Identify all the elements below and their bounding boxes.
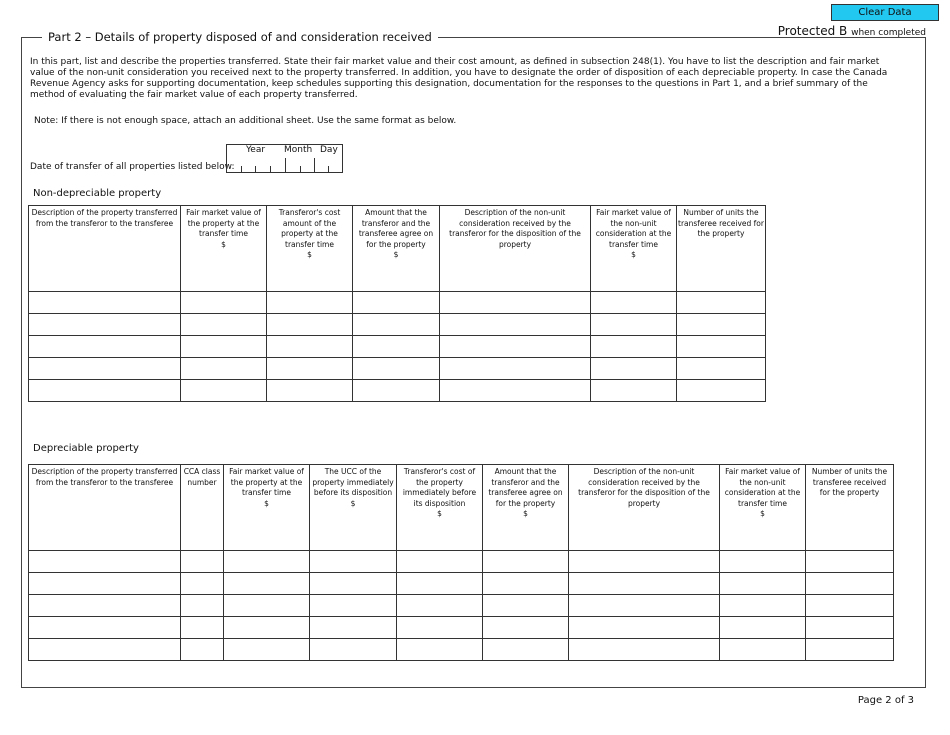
depreciable-column-header: Description of the property transferred from the transferor to the transferee xyxy=(29,465,181,551)
depreciable-cell-input[interactable] xyxy=(310,551,396,560)
non-depreciable-cell-input[interactable] xyxy=(29,314,180,323)
depreciable-cell-input[interactable] xyxy=(397,595,482,604)
depreciable-table-cell xyxy=(483,617,569,639)
depreciable-table-cell xyxy=(29,595,181,617)
non-depreciable-cell-input[interactable] xyxy=(267,380,352,389)
non-depreciable-table-cell xyxy=(181,336,267,358)
non-depreciable-cell-input[interactable] xyxy=(591,358,676,367)
depreciable-cell-input[interactable] xyxy=(720,617,805,626)
depreciable-cell-input[interactable] xyxy=(29,551,180,560)
depreciable-header-row xyxy=(29,465,894,551)
depreciable-table-cell xyxy=(483,595,569,617)
non-depreciable-cell-input[interactable] xyxy=(591,314,676,323)
depreciable-table-cell xyxy=(720,573,806,595)
depreciable-table-cell xyxy=(181,639,224,661)
depreciable-title: Depreciable property xyxy=(33,443,139,454)
depreciable-table-cell xyxy=(224,551,310,573)
non-depreciable-column-header: Transferor's cost amount of the property at the transfer time $ xyxy=(267,206,353,292)
depreciable-table-cell xyxy=(806,551,894,573)
non-depreciable-table-cell xyxy=(440,292,591,314)
depreciable-cell-input[interactable] xyxy=(397,573,482,582)
non-depreciable-column-header: Number of units the transferee received for the property xyxy=(677,206,766,292)
depreciable-table-cell xyxy=(224,573,310,595)
date-digit-divider xyxy=(241,166,242,172)
non-depreciable-table-cell xyxy=(591,314,677,336)
non-depreciable-table-cell xyxy=(677,358,766,380)
non-depreciable-table-cell xyxy=(353,380,440,402)
non-depreciable-table-cell xyxy=(677,380,766,402)
non-depreciable-header-row xyxy=(29,206,766,292)
non-depreciable-column-header: Amount that the transferor and the transferee agree on for the property $ xyxy=(353,206,440,292)
non-depreciable-table-cell xyxy=(29,292,181,314)
depreciable-cell-input[interactable] xyxy=(569,595,719,604)
depreciable-column-header: Description of the non-unit consideration received by the transferor for the disposition of the property xyxy=(569,465,720,551)
non-depreciable-table-cell xyxy=(440,380,591,402)
depreciable-table-cell xyxy=(720,617,806,639)
non-depreciable-cell-input[interactable] xyxy=(29,336,180,345)
depreciable-cell-input[interactable] xyxy=(397,639,482,648)
non-depreciable-cell-input[interactable] xyxy=(353,358,439,367)
depreciable-cell-input[interactable] xyxy=(224,595,309,604)
depreciable-table-cell xyxy=(569,551,720,573)
depreciable-table-cell xyxy=(29,573,181,595)
depreciable-cell-input[interactable] xyxy=(720,573,805,582)
depreciable-table-cell xyxy=(310,551,397,573)
depreciable-table-cell xyxy=(720,639,806,661)
non-depreciable-cell-input[interactable] xyxy=(440,314,590,323)
non-depreciable-table-cell xyxy=(440,314,591,336)
protected-label: Protected B xyxy=(777,24,848,38)
non-depreciable-table-cell xyxy=(181,314,267,336)
non-depreciable-table-cell xyxy=(677,336,766,358)
depreciable-table-cell xyxy=(806,617,894,639)
depreciable-cell-input[interactable] xyxy=(29,573,180,582)
depreciable-table-cell xyxy=(806,639,894,661)
non-depreciable-table-cell xyxy=(267,380,353,402)
depreciable-table-cell xyxy=(181,551,224,573)
depreciable-cell-input[interactable] xyxy=(569,639,719,648)
non-depreciable-title: Non-depreciable property xyxy=(33,188,162,199)
depreciable-cell-input[interactable] xyxy=(29,595,180,604)
depreciable-table-row xyxy=(29,573,894,595)
non-depreciable-cell-input[interactable] xyxy=(29,380,180,389)
clear-data-button[interactable]: Clear Data xyxy=(831,4,939,21)
depreciable-cell-input[interactable] xyxy=(806,595,893,604)
non-depreciable-table-cell xyxy=(181,380,267,402)
non-depreciable-table-cell xyxy=(353,358,440,380)
depreciable-cell-input[interactable] xyxy=(720,639,805,648)
non-depreciable-table xyxy=(28,205,766,402)
depreciable-cell-input[interactable] xyxy=(181,639,223,648)
date-month-label: Month xyxy=(284,145,313,155)
part2-title: Part 2 – Details of property disposed of and consideration received xyxy=(42,30,438,44)
date-digit-divider xyxy=(328,166,329,172)
non-depreciable-table-row xyxy=(29,336,766,358)
date-digit-divider xyxy=(255,166,256,172)
non-depreciable-cell-input[interactable] xyxy=(440,380,590,389)
depreciable-table-cell xyxy=(806,595,894,617)
date-digit-divider xyxy=(270,166,271,172)
depreciable-cell-input[interactable] xyxy=(29,639,180,648)
depreciable-cell-input[interactable] xyxy=(569,617,719,626)
depreciable-table-cell xyxy=(397,595,483,617)
non-depreciable-table-cell xyxy=(677,314,766,336)
part2-instructions: In this part, list and describe the properties transferred. State their fair market value and their cost amount, as defined in subsection 248(1). You have to list the description and fair market value of the non-unit consideration you received next to the property transferred. In addition, you have to designate the order of disposition of each depreciable property. In case the Canada Revenue Agency asks for supporting documentation, keep schedules supporting this designation, documentation for the responses to the questions in Part 1, and a brief summary of the method of evaluating the fair market value of each property transferred. xyxy=(30,57,888,100)
non-depreciable-table-cell xyxy=(29,336,181,358)
non-depreciable-cell-input[interactable] xyxy=(267,336,352,345)
depreciable-table-cell xyxy=(29,617,181,639)
non-depreciable-cell-input[interactable] xyxy=(591,336,676,345)
non-depreciable-column-header: Description of the property transferred from the transferor to the transferee xyxy=(29,206,181,292)
depreciable-cell-input[interactable] xyxy=(181,595,223,604)
depreciable-cell-input[interactable] xyxy=(397,617,482,626)
depreciable-cell-input[interactable] xyxy=(483,595,568,604)
depreciable-cell-input[interactable] xyxy=(806,617,893,626)
non-depreciable-cell-input[interactable] xyxy=(267,314,352,323)
non-depreciable-cell-input[interactable] xyxy=(440,358,590,367)
depreciable-table-cell xyxy=(29,551,181,573)
depreciable-table-cell xyxy=(569,595,720,617)
non-depreciable-table-cell xyxy=(29,380,181,402)
non-depreciable-table-cell xyxy=(591,336,677,358)
page-number: Page 2 of 3 xyxy=(857,695,914,706)
non-depreciable-table-cell xyxy=(353,336,440,358)
non-depreciable-table-row xyxy=(29,314,766,336)
depreciable-table-cell xyxy=(483,639,569,661)
depreciable-column-header: Fair market value of the property at the transfer time $ xyxy=(224,465,310,551)
depreciable-table-cell xyxy=(29,639,181,661)
non-depreciable-cell-input[interactable] xyxy=(353,336,439,345)
depreciable-table-cell xyxy=(181,573,224,595)
non-depreciable-table-row xyxy=(29,380,766,402)
non-depreciable-cell-input[interactable] xyxy=(29,292,180,301)
depreciable-column-header: Transferor's cost of the property immediately before its disposition $ xyxy=(397,465,483,551)
depreciable-cell-input[interactable] xyxy=(806,573,893,582)
non-depreciable-cell-input[interactable] xyxy=(181,336,266,345)
depreciable-column-header: Fair market value of the non-unit consideration at the transfer time $ xyxy=(720,465,806,551)
non-depreciable-cell-input[interactable] xyxy=(591,292,676,301)
depreciable-table-row xyxy=(29,551,894,573)
date-year-month-divider xyxy=(285,158,286,172)
depreciable-column-header: The UCC of the property immediately before its disposition $ xyxy=(310,465,397,551)
non-depreciable-cell-input[interactable] xyxy=(353,292,439,301)
depreciable-table-cell xyxy=(310,595,397,617)
depreciable-table-cell xyxy=(806,573,894,595)
non-depreciable-table-cell xyxy=(267,292,353,314)
non-depreciable-cell-input[interactable] xyxy=(677,336,765,345)
depreciable-cell-input[interactable] xyxy=(310,617,396,626)
depreciable-table-cell xyxy=(310,639,397,661)
depreciable-table-cell xyxy=(224,595,310,617)
depreciable-table-cell xyxy=(397,639,483,661)
depreciable-table-cell xyxy=(720,551,806,573)
depreciable-cell-input[interactable] xyxy=(224,551,309,560)
non-depreciable-column-header: Description of the non-unit consideration received by the transferor for the disposition of the property xyxy=(440,206,591,292)
non-depreciable-table-cell xyxy=(267,314,353,336)
non-depreciable-table-cell xyxy=(353,292,440,314)
non-depreciable-table-cell xyxy=(591,380,677,402)
non-depreciable-cell-input[interactable] xyxy=(29,358,180,367)
depreciable-table-cell xyxy=(181,595,224,617)
depreciable-column-header: Amount that the transferor and the transferee agree on for the property $ xyxy=(483,465,569,551)
depreciable-cell-input[interactable] xyxy=(181,551,223,560)
depreciable-cell-input[interactable] xyxy=(310,573,396,582)
non-depreciable-column-header: Fair market value of the non-unit consideration at the transfer time $ xyxy=(591,206,677,292)
non-depreciable-table-cell xyxy=(440,336,591,358)
non-depreciable-table-cell xyxy=(677,292,766,314)
non-depreciable-table-row xyxy=(29,358,766,380)
depreciable-cell-input[interactable] xyxy=(224,617,309,626)
depreciable-table-cell xyxy=(310,617,397,639)
depreciable-table-cell xyxy=(569,639,720,661)
non-depreciable-cell-input[interactable] xyxy=(181,292,266,301)
date-of-transfer-label: Date of transfer of all properties listed below: xyxy=(30,162,235,172)
depreciable-table-cell xyxy=(397,573,483,595)
non-depreciable-cell-input[interactable] xyxy=(267,358,352,367)
non-depreciable-table-cell xyxy=(591,358,677,380)
date-day-label: Day xyxy=(320,145,338,155)
depreciable-column-header: Number of units the transferee received for the property xyxy=(806,465,894,551)
depreciable-cell-input[interactable] xyxy=(181,573,223,582)
depreciable-cell-input[interactable] xyxy=(569,573,719,582)
depreciable-cell-input[interactable] xyxy=(483,639,568,648)
non-depreciable-cell-input[interactable] xyxy=(677,292,765,301)
depreciable-cell-input[interactable] xyxy=(483,573,568,582)
depreciable-table xyxy=(28,464,894,661)
non-depreciable-cell-input[interactable] xyxy=(181,358,266,367)
depreciable-table-cell xyxy=(181,617,224,639)
non-depreciable-table-cell xyxy=(353,314,440,336)
depreciable-table-cell xyxy=(397,617,483,639)
note-text: Note: If there is not enough space, attach an additional sheet. Use the same format as below. xyxy=(34,116,457,126)
depreciable-table-cell xyxy=(310,573,397,595)
non-depreciable-table-cell xyxy=(591,292,677,314)
non-depreciable-table-cell xyxy=(29,314,181,336)
non-depreciable-table-cell xyxy=(267,358,353,380)
date-digit-divider xyxy=(300,166,301,172)
date-month-day-divider xyxy=(314,158,315,172)
date-year-label: Year xyxy=(246,145,266,155)
depreciable-table-cell xyxy=(569,573,720,595)
non-depreciable-cell-input[interactable] xyxy=(267,292,352,301)
depreciable-table-cell xyxy=(397,551,483,573)
depreciable-cell-input[interactable] xyxy=(181,617,223,626)
depreciable-cell-input[interactable] xyxy=(397,551,482,560)
non-depreciable-cell-input[interactable] xyxy=(591,380,676,389)
non-depreciable-table-cell xyxy=(440,358,591,380)
non-depreciable-column-header: Fair market value of the property at the transfer time $ xyxy=(181,206,267,292)
non-depreciable-cell-input[interactable] xyxy=(181,314,266,323)
depreciable-table-row xyxy=(29,617,894,639)
depreciable-table-cell xyxy=(224,639,310,661)
depreciable-cell-input[interactable] xyxy=(224,639,309,648)
depreciable-cell-input[interactable] xyxy=(310,595,396,604)
depreciable-table-cell xyxy=(483,573,569,595)
non-depreciable-cell-input[interactable] xyxy=(353,314,439,323)
depreciable-cell-input[interactable] xyxy=(310,639,396,648)
depreciable-cell-input[interactable] xyxy=(806,551,893,560)
depreciable-cell-input[interactable] xyxy=(720,595,805,604)
protected-b-label xyxy=(778,24,926,38)
depreciable-table-cell xyxy=(224,617,310,639)
non-depreciable-table-cell xyxy=(29,358,181,380)
depreciable-cell-input[interactable] xyxy=(483,551,568,560)
depreciable-table-row xyxy=(29,595,894,617)
depreciable-cell-input[interactable] xyxy=(720,551,805,560)
depreciable-table-cell xyxy=(720,595,806,617)
non-depreciable-cell-input[interactable] xyxy=(677,314,765,323)
non-depreciable-cell-input[interactable] xyxy=(440,336,590,345)
non-depreciable-cell-input[interactable] xyxy=(353,380,439,389)
depreciable-cell-input[interactable] xyxy=(483,617,568,626)
date-of-transfer-field[interactable] xyxy=(226,144,343,173)
depreciable-table-cell xyxy=(483,551,569,573)
depreciable-cell-input[interactable] xyxy=(29,617,180,626)
non-depreciable-table-cell xyxy=(181,358,267,380)
non-depreciable-table-cell xyxy=(267,336,353,358)
non-depreciable-cell-input[interactable] xyxy=(440,292,590,301)
non-depreciable-cell-input[interactable] xyxy=(677,358,765,367)
depreciable-cell-input[interactable] xyxy=(224,573,309,582)
depreciable-table-cell xyxy=(569,617,720,639)
depreciable-table-row xyxy=(29,639,894,661)
depreciable-cell-input[interactable] xyxy=(569,551,719,560)
non-depreciable-cell-input[interactable] xyxy=(181,380,266,389)
non-depreciable-table-row xyxy=(29,292,766,314)
non-depreciable-cell-input[interactable] xyxy=(677,380,765,389)
protected-suffix: when completed xyxy=(851,28,926,38)
depreciable-cell-input[interactable] xyxy=(806,639,893,648)
non-depreciable-table-cell xyxy=(181,292,267,314)
depreciable-column-header: CCA class number xyxy=(181,465,224,551)
